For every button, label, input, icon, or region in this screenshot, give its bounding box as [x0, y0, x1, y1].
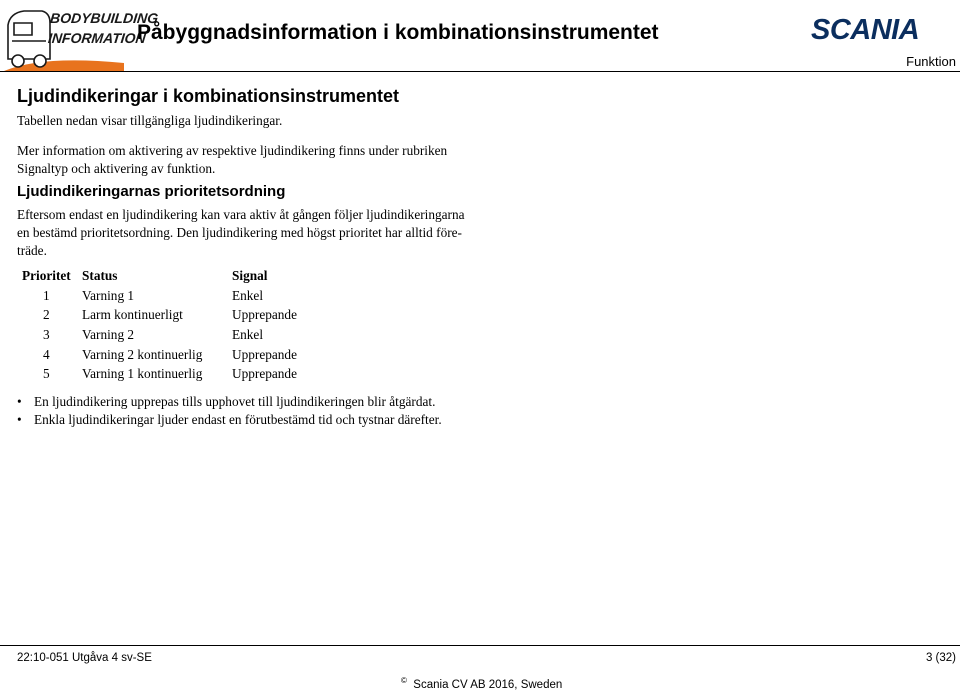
signal-cell: Enkel: [232, 287, 264, 303]
header-divider: [0, 71, 960, 72]
copyright: [401, 676, 562, 691]
bullet-icon: •: [17, 412, 22, 427]
status-cell: Varning 2: [82, 327, 135, 343]
section-label: Funktion: [906, 54, 956, 69]
status-cell: Varning 1: [82, 287, 135, 303]
footer-divider: [0, 645, 960, 646]
list-item: [17, 412, 442, 430]
signal-cell: Enkel: [232, 327, 264, 343]
logo-text-line1: BODYBUILDING: [49, 10, 159, 26]
signal-cell: Upprepande: [232, 366, 297, 382]
priority-cell: 1: [43, 287, 50, 303]
list-item: [17, 394, 442, 412]
intro-paragraph: Tabellen nedan visar tillgängliga ljudindikeringar.: [17, 113, 283, 128]
section-heading: Ljudindikeringar i kombinationsinstrumentet: [17, 86, 400, 106]
scania-logo-text: SCANIA: [811, 14, 920, 46]
document-id: 22:10-051 Utgåva 4 sv-SE: [17, 652, 152, 664]
copyright-icon: ©: [401, 676, 407, 685]
status-cell: Larm kontinuerligt: [82, 307, 183, 323]
signal-cell: Upprepande: [232, 346, 297, 362]
column-header-signal: Signal: [232, 268, 268, 283]
copyright-text: Scania CV AB 2016, Sweden: [413, 678, 563, 691]
priority-paragraph: Eftersom endast en ljudindikering kan vara aktiv åt gången följer ljudindikeringarna en bestämd prioritetsordning. Den ljudindikering med högst prioritet har alltid före-träde.: [17, 207, 465, 258]
priority-cell: 5: [43, 366, 50, 382]
priority-cell: 2: [43, 307, 50, 323]
priority-cell: 3: [43, 327, 50, 343]
logo-text-line2: INFORMATION: [47, 30, 147, 46]
document-title: Påbyggnadsinformation i kombinationsinstrumentet: [137, 21, 659, 44]
priority-heading: Ljudindikeringarnas prioritetsordning: [17, 183, 286, 200]
bullet-list: [17, 394, 442, 430]
column-header-priority: Prioritet: [22, 268, 71, 283]
bullet-text: Enkla ljudindikeringar ljuder endast en förutbestämd tid och tystnar därefter.: [34, 412, 442, 427]
status-cell: Varning 2 kontinuerlig: [82, 346, 203, 362]
priority-cell: 4: [43, 346, 50, 362]
signal-cell: Upprepande: [232, 307, 297, 323]
scania-logo: [811, 14, 919, 47]
bullet-icon: •: [17, 394, 22, 409]
bodybuilding-information-logo: [2, 1, 159, 73]
bullet-text: En ljudindikering upprepas tills upphovet till ljudindikeringen blir åtgärdat.: [34, 394, 436, 409]
info-paragraph: Mer information om aktivering av respektive ljudindikering finns under rubriken Signaltyp och aktivering av funktion.: [17, 143, 448, 176]
status-cell: Varning 1 kontinuerlig: [82, 366, 203, 382]
page-number: 3 (32): [925, 652, 956, 664]
column-header-status: Status: [82, 268, 118, 283]
